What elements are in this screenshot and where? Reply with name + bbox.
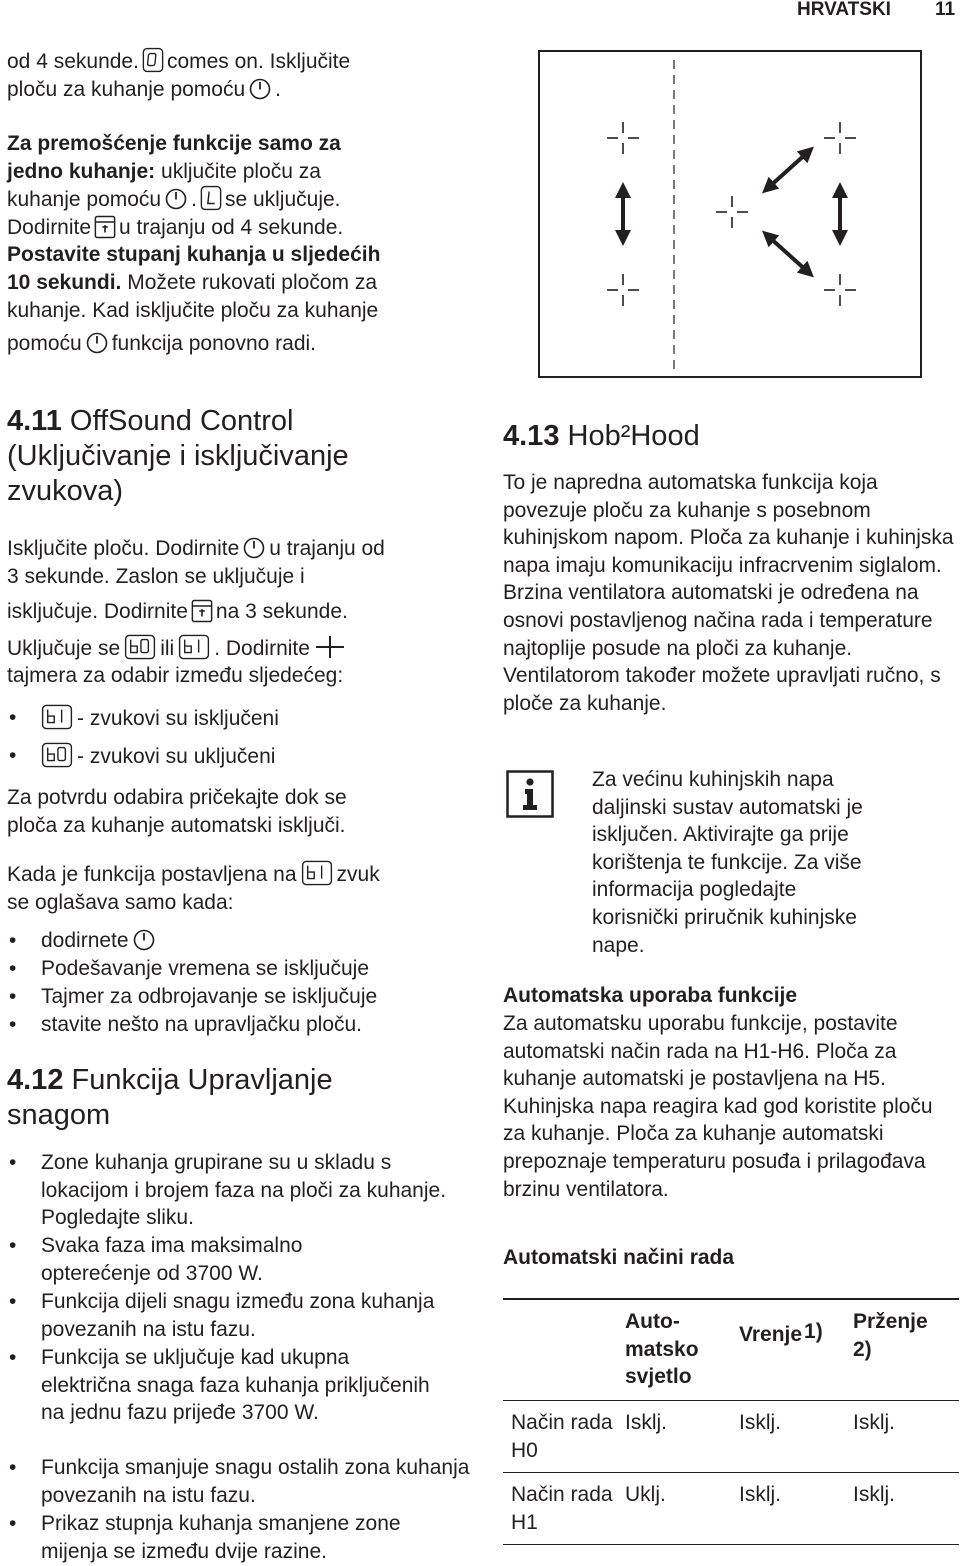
power-icon (164, 187, 188, 211)
table-header (503, 1299, 617, 1401)
confirm-paragraph: Za potvrdu odabira pričekajte dok se ploča za kuhanje automatski isključi. (7, 786, 347, 837)
info-note: Za većinu kuhinjskih napa daljinski sustav automatski je isključen. Aktivirajte ga prije korištenja te funkcije. Za više informacija pogledajte korisnički priručnik kuhinjske nape. (592, 768, 863, 957)
table-header-row (503, 1299, 959, 1401)
double-arrow-icon (768, 236, 808, 272)
list-item: • Tajmer za odbrojavanje se isključuje (7, 983, 481, 1011)
table-cell: Isklj. (731, 1473, 845, 1545)
table-cell: Isklj. (731, 1401, 845, 1473)
power-icon (85, 331, 109, 355)
display-l-icon (200, 185, 222, 211)
automatic-modes-heading: Automatski načini rada (503, 1246, 735, 1269)
table-row (503, 1473, 959, 1545)
table-header: Auto-matsko svjetlo (617, 1299, 731, 1401)
cooking-zone-cross-icon (824, 122, 856, 154)
info-icon (506, 770, 554, 818)
page-language: HRVATSKI (797, 0, 891, 20)
cooking-zone-cross-icon (607, 122, 639, 154)
list-item: • Svaka faza ima maksimalno opterećenje od 3700 W. (7, 1232, 371, 1287)
automatic-use-paragraph: Za automatsku uporabu funkcije, postavite automatski način rada na H1-H6. Ploča za kuhanje automatski je postavljena na H5. Kuhinjska napa reagira kad god koristite ploču za kuhanje. Ploča za kuhanje automatski prepoznaje temperaturu posuđa i prilagođava brzinu ventilatora. (503, 1012, 933, 1201)
display-b1-icon (300, 860, 334, 886)
page-number: 11 (935, 0, 956, 20)
sound-conditions-paragraph: Kada je funkcija postavljena na zvuk se oglašava samo kada: (7, 860, 477, 916)
cooking-zone-cross-icon (607, 274, 639, 306)
list-item: • stavite nešto na upravljačku ploču. (7, 1011, 481, 1039)
power-icon (248, 77, 272, 101)
display-b1-icon (40, 704, 74, 730)
cooking-zone-cross-icon (716, 196, 748, 228)
table-cell: Isklj. (617, 1401, 731, 1473)
list-item: • - zvukovi su uključeni (7, 742, 477, 771)
offsound-instructions: Isključite ploču. Dodirnite u trajanju od 3 sekunde. Zaslon se uključuje i isključuje. Dodirnite na 3 sekunde. Uključuje se ili . Dodirnite tajmera za odabir između sljedećeg: (7, 537, 385, 688)
display-b0-icon (40, 742, 74, 768)
power-icon (132, 928, 156, 952)
section-4-12-heading: 4.12 Funkcija Upravljanje snagom (7, 1064, 333, 1131)
power-management-figure (538, 50, 922, 378)
table-cell: Način rada H1 (503, 1473, 617, 1545)
list-item: • - zvukovi su isključeni (7, 704, 477, 733)
cooking-zone-cross-icon (824, 274, 856, 306)
section-4-13-heading: 4.13 Hob²Hood (503, 420, 700, 452)
lock-icon (191, 599, 213, 623)
display-b0-icon (123, 634, 157, 660)
list-item: • dodirnete (7, 927, 481, 955)
hob2hood-paragraph: To je napredna automatska funkcija koja povezuje ploču za kuhanje s posebnom kuhinjskom napom. Ploča za kuhanje i kuhinjska napa imaju komunikaciju infracrvenim siglalom. Brzina ventilatora automatski je određena na osnovi postavljenog načina rada i temperature najtoplije posude na ploči za kuhanje. Ventilatorom također možete upravljati ručno, s ploče za kuhanje. (503, 471, 954, 715)
override-lock-paragraph: Za premošćenje funkcije samo za jedno kuhanje: uključite ploču za kuhanje pomoću . se uključuje. Dodirnite u trajanju od 4 sekunde. Postavite stupanj kuhanja u sljedećih 10 sekundi. Možete rukovati pločom za kuhanje. Kad isključite ploču za kuhanje pomoću funkcija ponovno radi. (7, 132, 381, 356)
table-header: Prženje $^{2)}$ (845, 1299, 959, 1401)
section-4-11-heading: 4.11 OffSound Control (Uključivanje i isključivanje zvukova) (7, 405, 349, 507)
table-cell: Način rada H0 (503, 1401, 617, 1473)
list-item: • Prikaz stupnja kuhanja smanjene zone mijenja se između dvije razine. (7, 1510, 461, 1565)
list-item: • Funkcija dijeli snagu između zona kuhanja povezanih na istu fazu. (7, 1288, 441, 1343)
lock-icon (94, 215, 116, 239)
list-item: • Funkcija se uključuje kad ukupna električna snaga faza kuhanja priključenih na jednu fazu prijeđe 3700 W. (7, 1344, 441, 1427)
table-cell: Isklj. (845, 1473, 959, 1545)
list-item: • Funkcija smanjuje snagu ostalih zona kuhanja povezanih na istu fazu. (7, 1454, 471, 1509)
list-item: • Zone kuhanja grupirane su u skladu s lokacijom i brojem faza na ploči za kuhanje. Pogledajte sliku. (7, 1149, 471, 1232)
table-cell: Isklj. (845, 1401, 959, 1473)
list-item: • Podešavanje vremena se isključuje (7, 955, 481, 983)
table-cell: Uklj. (617, 1473, 731, 1545)
table-row (503, 1401, 959, 1473)
power-icon (242, 536, 266, 560)
table-header: Vrenje$^{1)}$ (731, 1299, 845, 1401)
double-arrow-icon (768, 152, 808, 188)
automatic-use-heading: Automatska uporaba funkcije (503, 984, 798, 1007)
lock-continued-text: od 4 sekunde. comes on. Isključite ploču za kuhanje pomoću . (7, 47, 467, 103)
plus-icon (313, 634, 347, 660)
display-zero-icon (142, 47, 164, 73)
display-b1-icon (177, 634, 211, 660)
automatic-modes-table (503, 1298, 959, 1545)
